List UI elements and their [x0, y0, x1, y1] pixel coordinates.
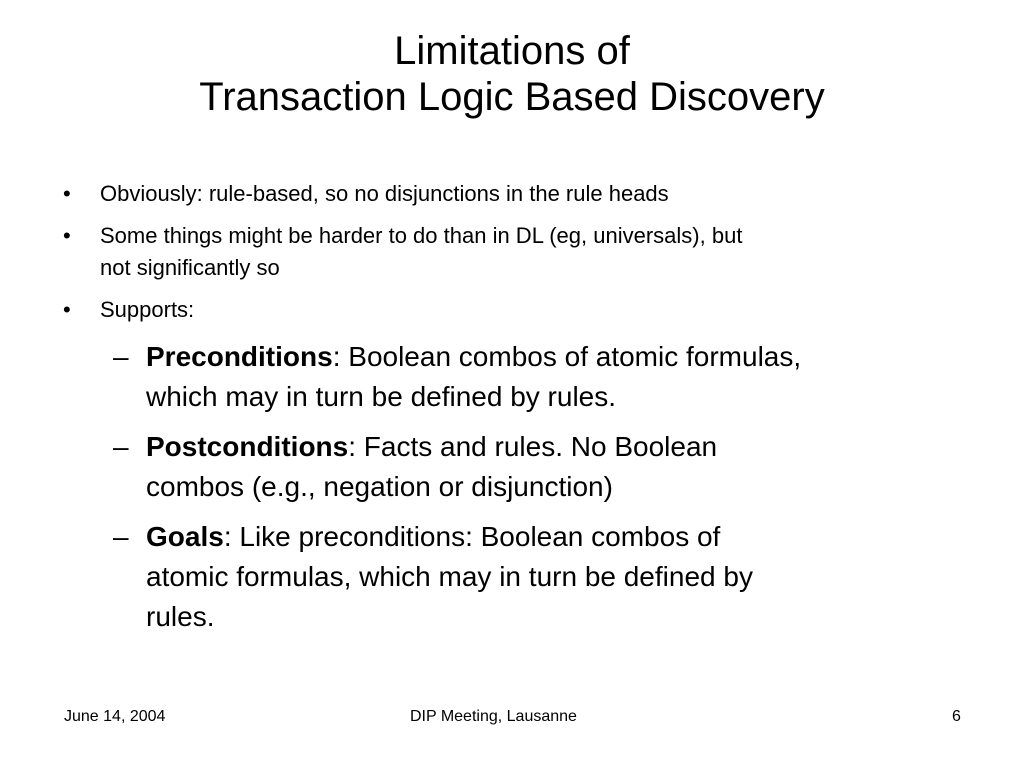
- sub-bullet-item: [113, 337, 802, 417]
- bullet-item: [63, 294, 195, 326]
- sub-bullet-marker: –: [113, 341, 129, 372]
- sub-bullet-text: : Facts and rules. No Boolean: [348, 431, 718, 462]
- sub-bullet-line-3: rules.: [146, 601, 215, 632]
- slide-title-line-2: Transaction Logic Based Discovery: [199, 75, 825, 119]
- sub-bullet-line-1: [146, 517, 753, 557]
- sub-bullet-line-2: atomic formulas, which may in turn be defined by: [146, 561, 753, 592]
- bullet-text: Obviously: rule-based, so no disjunctions in the rule heads: [100, 181, 669, 206]
- sub-bullet-line-1: [146, 427, 717, 467]
- bullet-text-line-2: not significantly so: [100, 255, 280, 280]
- bullet-text-line-1: Some things might be harder to do than in DL (eg, universals), but: [100, 223, 743, 248]
- bullet-item: [63, 220, 743, 284]
- sub-bullet-marker: –: [113, 431, 129, 462]
- bullet-marker: •: [63, 297, 71, 322]
- bullet-item: [63, 178, 669, 210]
- sub-bullet-item: [113, 517, 753, 637]
- bullet-marker: •: [63, 223, 71, 248]
- sub-bullet-item: [113, 427, 718, 507]
- bullet-text: Supports:: [100, 297, 195, 322]
- sub-bullet-line-2: which may in turn be defined by rules.: [146, 381, 617, 412]
- footer-date: June 14, 2004: [64, 708, 166, 725]
- footer-event: DIP Meeting, Lausanne: [410, 708, 577, 725]
- sub-bullet-term: Goals: [146, 521, 224, 552]
- footer-page-number: 6: [952, 708, 961, 725]
- sub-bullet-text: : Like preconditions: Boolean combos of: [223, 521, 721, 552]
- sub-bullet-term: Preconditions: [146, 341, 333, 372]
- sub-bullet-line-2: combos (e.g., negation or disjunction): [146, 471, 613, 502]
- sub-bullet-term: Postconditions: [146, 431, 349, 462]
- sub-bullet-line-1: [146, 337, 801, 377]
- bullet-marker: •: [63, 181, 71, 206]
- sub-bullet-marker: –: [113, 521, 129, 552]
- sub-bullet-text: : Boolean combos of atomic formulas,: [332, 341, 802, 372]
- slide-title-line-1: Limitations of: [394, 29, 630, 73]
